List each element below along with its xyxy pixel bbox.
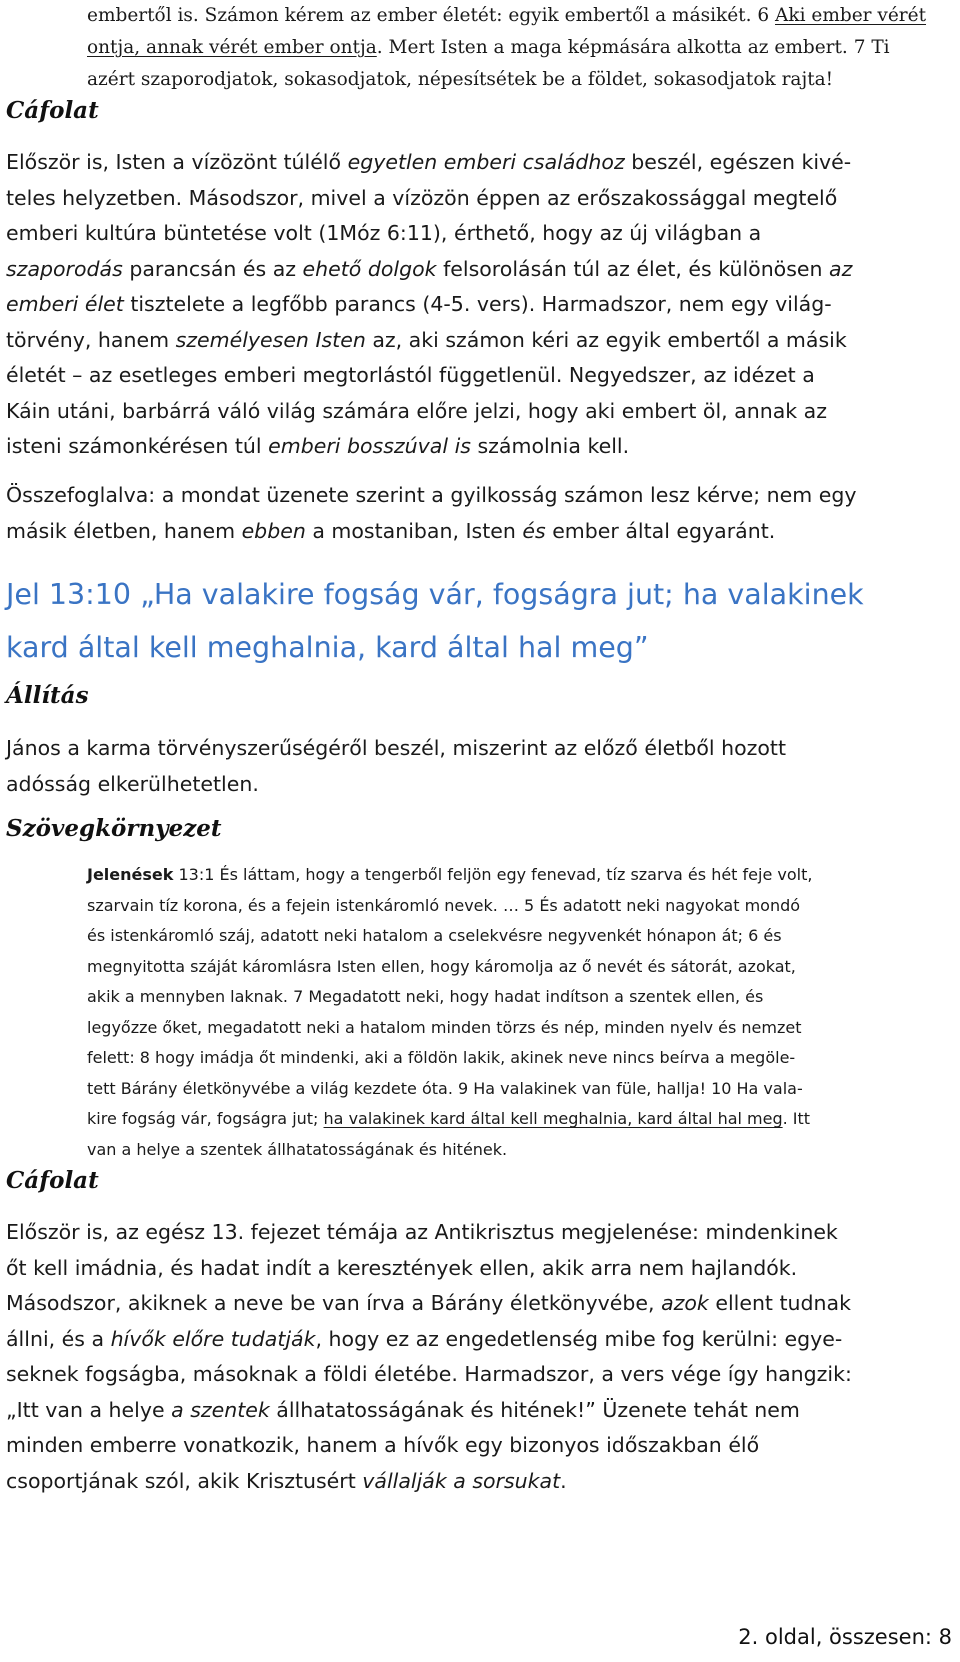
- subheading-allitas: Állítás: [6, 682, 89, 709]
- refutation-paragraph-2: Először is, az egész 13. fejezet témája az Antikrisztus megjelenése: mindenkinek őt kell imádnia, és hadat indít a keresztények ellen, akik arra nem hajlandók. Másodszor, akiknek a neve be van írva a Bárány életkönyvébe, azok ellent tudnak állni, és a hívők előre tudatják, hogy ez az engedetlenség mibe fog kerülni: egye- seknek fogságba, másoknak a földi életébe. Harmadszor, a vers vége így hangzik: „Itt van a helye a szentek állhatatosságának és hitének!” Üzenete tehát nem minden emberre vonatkozik, hanem a hívők egy bizonyos időszakban élő csoportjának szól, akik Krisztusért vállalják a sorsukat.: [6, 1220, 852, 1493]
- page-number: 2. oldal, összesen: 8: [738, 1625, 952, 1649]
- underlined-phrase: Aki ember vérét: [775, 5, 927, 26]
- claim-paragraph: János a karma törvényszerűségéről beszél, miszerint az előző életből hozott adósság elkerülhetetlen.: [6, 736, 787, 796]
- subheading-cafolat-2: Cáfolat: [6, 1167, 99, 1194]
- quote-line: azért szaporodjatok, sokasodjatok, népesítsétek be a földet, sokasodjatok rajta!: [87, 69, 834, 90]
- subheading-cafolat: Cáfolat: [6, 97, 99, 124]
- bible-quote-revelation: Jelenések 13:1 És láttam, hogy a tengerből feljön egy fenevad, tíz szarva és hét feje volt, szarvain tíz korona, és a fejein istenkáromló nevek. … 5 És adatott neki nagyokat mondó és istenkáromló száj, adatott neki hatalom a cselekvésre negyvenkét hónapon át; 6 és megnyitotta száját káromlásra Isten ellen, hogy káromolja az ő nevét és sátorát, azokat, akik a mennyben laknak. 7 Megadatott neki, hogy hadat indítson a szentek ellen, és legyőzze őket, megadatott neki a hatalom minden törzs és nép, minden nyelv és nemzet felett: 8 hogy imádja őt mindenki, aki a földön lakik, akinek neve nincs beírva a megöle- tett Bárány életkönyvébe a világ kezdete óta. 9 Ha valakinek van füle, hallja! 10 Ha vala- kire fogság vár, fogságra jut; ha valakinek kard által kell meghalnia, kard által hal meg. Itt van a helye a szentek állhatatosságának és hitének.: [87, 865, 813, 1159]
- bible-quote-genesis: [87, 0, 953, 96]
- summary-paragraph: Összefoglalva: a mondat üzenete szerint a gyilkosság számon lesz kérve; nem egy másik életben, hanem ebben a mostaniban, Isten és ember által egyaránt.: [6, 483, 857, 543]
- refutation-paragraph-1: Először is, Isten a vízözönt túlélő egyetlen emberi családhoz beszél, egészen kivé- teles helyzetben. Másodszor, mivel a vízözön éppen az erőszakossággal megtelő emberi kultúra büntetése volt (1Móz 6:11), érthető, hogy az új világban a szaporodás parancsán és az ehető dolgok felsorolásán túl az élet, és különösen az emberi élet tisztelete a legfőbb parancs (4-5. vers). Harmadszor, nem egy világ- törvény, hanem személyesen Isten az, aki számon kéri az egyik embertől a másik életét – az esetleges emberi megtorlástól függetlenül. Negyedszer, az idézet a Káin utáni, barbárrá váló világ számára előre jelzi, hogy aki embert öl, annak az isteni számonkérésen túl emberi bosszúval is számolnia kell.: [6, 150, 853, 458]
- book-name: Jelenések: [87, 865, 174, 884]
- underlined-phrase: ontja, annak vérét ember ontja: [87, 37, 377, 58]
- quote-line: ontja, annak vérét ember ontja. Mert Isten a maga képmására alkotta az embert. 7 Ti: [87, 37, 890, 58]
- section-heading: Jel 13:10 „Ha valakire fogság vár, fogságra jut; ha valakinek kard által kell meghalnia, kard által hal meg”: [6, 578, 864, 664]
- underlined-phrase: ha valakinek kard által kell meghalnia, kard által hal meg: [323, 1109, 783, 1128]
- quote-line: embertől is. Számon kérem az ember életét: egyik embertől a másikét. 6 Aki ember vérét: [87, 5, 927, 26]
- subheading-szovegkornyezet: Szövegkörnyezet: [6, 815, 222, 842]
